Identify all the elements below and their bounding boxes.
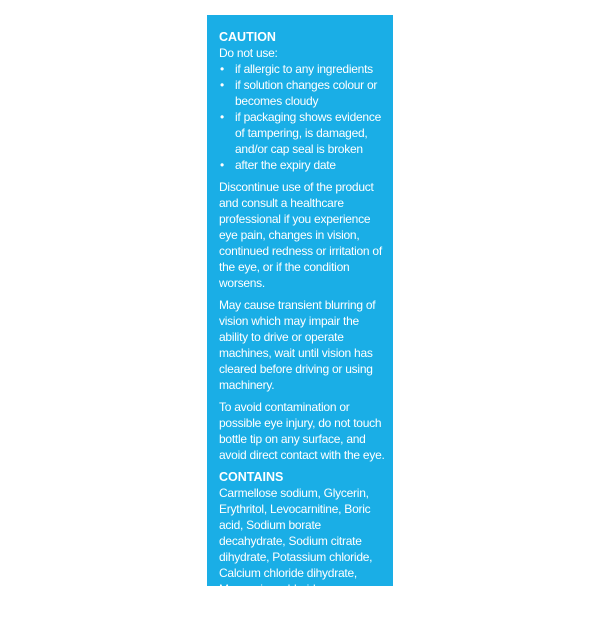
caution-paragraph-blurring: May cause transient blurring of vision which may impair the ability to drive or operate machines, wait until vision has cleared before driving or using machinery. [219, 298, 376, 392]
bullet-icon: • [220, 110, 224, 124]
caution-paragraph-contamination: To avoid contamination or possible eye injury, do not touch bottle tip on any surface, and avoid direct contact with the eye. [219, 400, 385, 462]
caution-bullet-text: if solution changes colour or becomes cloudy [235, 78, 378, 108]
caution-paragraph-discontinue: Discontinue use of the product and consult a healthcare professional if you experience eye pain, changes in vision, continued redness or irritation of the eye, or if the condition worsens. [219, 180, 382, 290]
label-panel [207, 15, 393, 628]
caution-bullet-text: if packaging shows evidence of tampering, is damaged, and/or cap seal is broken [235, 110, 382, 156]
registered-mark: ® [318, 599, 324, 606]
caution-bullet-text: if allergic to any ingredients [235, 62, 373, 76]
caution-bullet-item [219, 61, 385, 77]
bullet-icon: • [220, 158, 224, 172]
contains-heading: CONTAINS [219, 470, 284, 484]
caution-bullet-text: after the expiry date [235, 158, 336, 172]
caution-intro: Do not use: [219, 46, 278, 60]
caution-heading: CAUTION [219, 30, 276, 44]
caution-bullet-item [219, 157, 385, 173]
bullet-icon: • [220, 78, 224, 92]
caution-bullet-item [219, 109, 385, 157]
ingredients-list [219, 485, 385, 629]
caution-bullet-list [219, 61, 385, 173]
ingredients-text-after: 0.1 mg/mL (preservative), Purified water. [219, 598, 381, 628]
bullet-icon: • [220, 62, 224, 76]
ingredients-text-before: Carmellose sodium, Glycerin, Erythritol, Levocarnitine, Boric acid, Sodium borate decahydrate, Sodium citrate dihydrate, Potassium chloride, Calcium chloride dihydrate, Magnesium chloride hexahydrate, Purite [219, 486, 373, 612]
caution-bullet-item [219, 77, 385, 109]
